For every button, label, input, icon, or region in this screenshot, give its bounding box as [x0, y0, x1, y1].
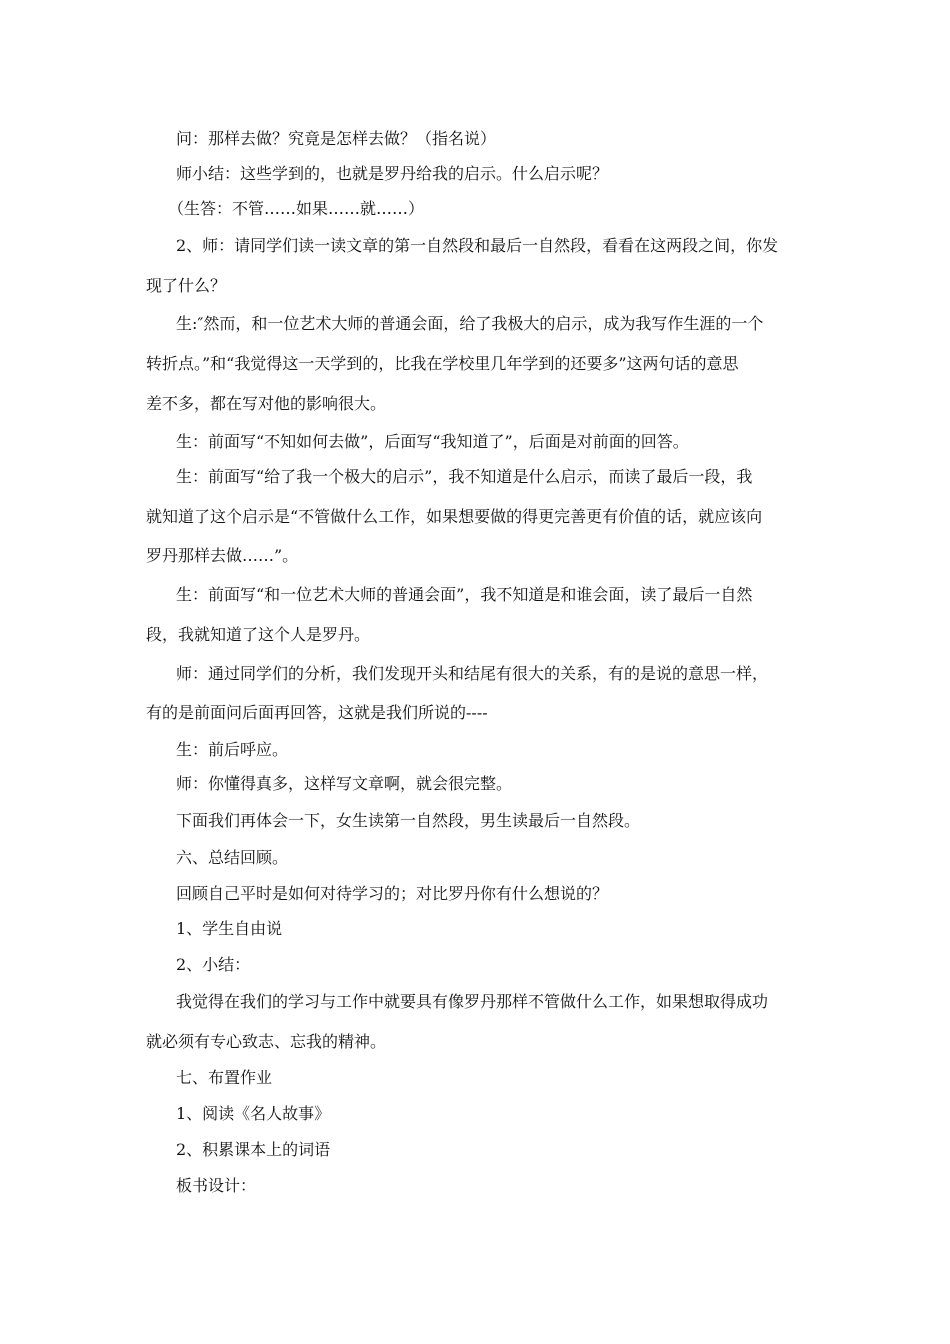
text-line: 转折点。”和“我觉得这一天学到的，比我在学校里几年学到的还要多”这两句话的意思 — [146, 354, 739, 373]
text-line: 师：通过同学们的分析，我们发现开头和结尾有很大的关系，有的是说的意思一样， — [176, 664, 769, 683]
text-line: 生：前面写“给了我一个极大的启示”，我不知道是什么启示，而读了最后一段，我 — [176, 467, 753, 486]
text-line: 罗丹那样去做……”。 — [146, 546, 299, 565]
text-line: 生：前面写“不知如何去做”，后面写“我知道了”，后面是对前面的回答。 — [176, 432, 689, 451]
text-line: 就知道了这个启示是“不管做什么工作，如果想要做的得更完善更有价值的话，就应该向 — [146, 507, 763, 526]
text-line: 师小结：这些学到的，也就是罗丹给我的启示。什么启示呢？ — [176, 164, 609, 183]
text-line: 下面我们再体会一下，女生读第一自然段，男生读最后一自然段。 — [176, 811, 641, 830]
text-line: 板书设计： — [176, 1176, 257, 1195]
text-line: 2、师：请同学们读一读文章的第一自然段和最后一自然段，看看在这两段之间，你发 — [176, 236, 779, 255]
section-heading: 六、总结回顾。 — [176, 848, 289, 867]
text-line: 生：前后呼应。 — [176, 740, 289, 759]
text-line: 2、小结： — [176, 955, 251, 974]
text-line: 现了什么？ — [146, 276, 227, 295]
text-line: 1、学生自由说 — [176, 919, 283, 938]
text-line: 问：那样去做？究竟是怎样去做？（指名说） — [176, 129, 497, 148]
text-line: 生:″然而，和一位艺术大师的普通会面，给了我极大的启示，成为我写作生涯的一个 — [176, 314, 764, 333]
text-line: （生答：不管……如果……就……） — [168, 199, 425, 218]
text-line: 差不多，都在写对他的影响很大。 — [146, 394, 387, 413]
text-line: 我觉得在我们的学习与工作中就要具有像罗丹那样不管做什么工作，如果想取得成功 — [176, 992, 769, 1011]
text-line: 就必须有专心致志、忘我的精神。 — [146, 1032, 387, 1051]
text-line: 1、阅读《名人故事》 — [176, 1104, 331, 1123]
text-line: 回顾自己平时是如何对待学习的；对比罗丹你有什么想说的？ — [176, 884, 609, 903]
text-line: 2、积累课本上的词语 — [176, 1140, 331, 1159]
text-line: 师：你懂得真多，这样写文章啊，就会很完整。 — [176, 774, 513, 793]
text-line: 有的是前面问后面再回答，这就是我们所说的---- — [146, 703, 488, 722]
section-heading: 七、布置作业 — [176, 1068, 273, 1087]
text-line: 生：前面写“和一位艺术大师的普通会面”，我不知道是和谁会面，读了最后一自然 — [176, 585, 753, 604]
text-line: 段，我就知道了这个人是罗丹。 — [146, 625, 371, 644]
